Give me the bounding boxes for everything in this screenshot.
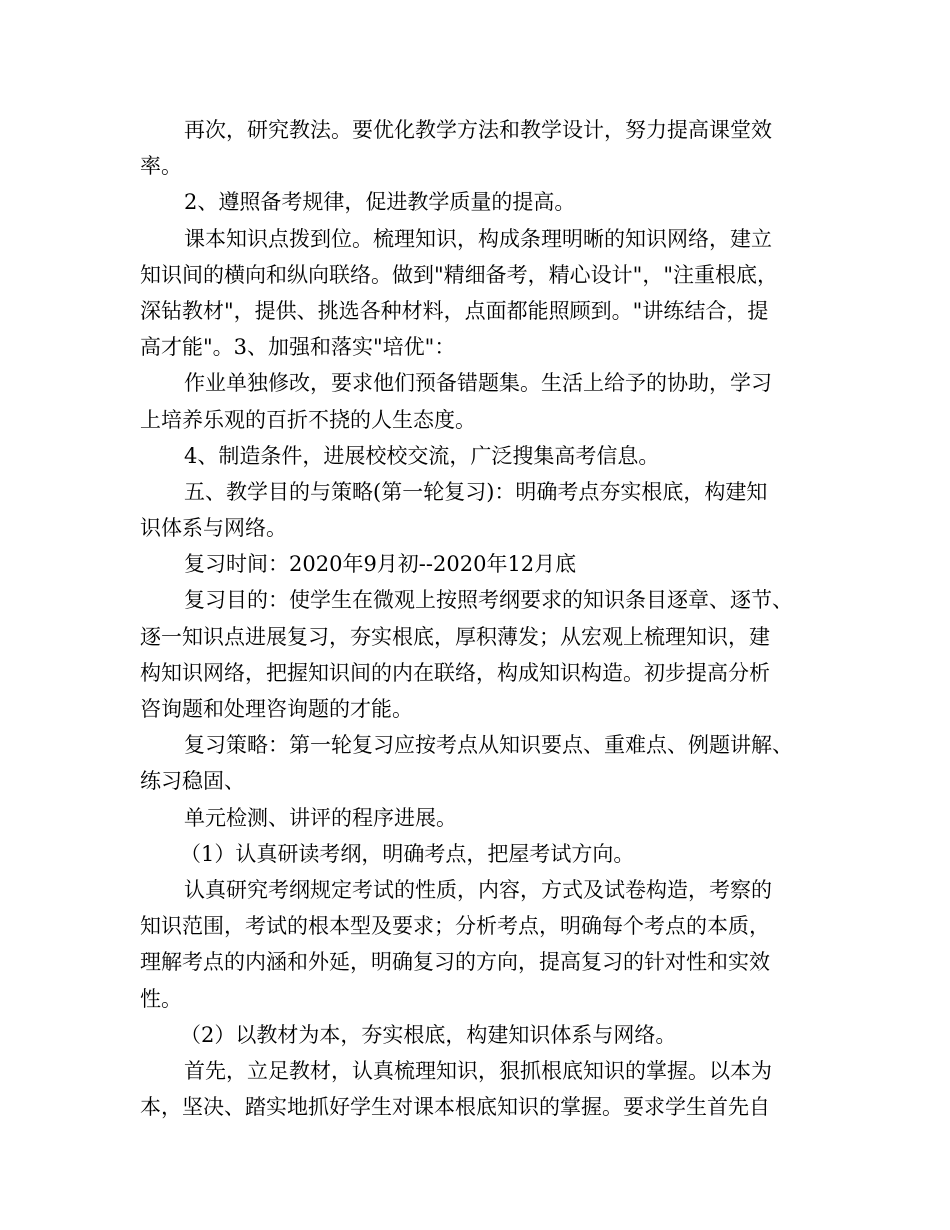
text-line: 逐一知识点进展复习，夯实根底，厚积薄发；从宏观上梳理知识，建: [140, 624, 770, 649]
text-line: 率。: [140, 154, 182, 179]
text-line: 练习稳固、: [140, 769, 245, 794]
text-line: （1）认真研读考纲，明确考点，把屋考试方向。: [180, 841, 635, 866]
text-line: 构知识网络，把握知识间的内在联络，构成知识构造。初步提高分析: [140, 660, 770, 685]
text-line: 作业单独修改，要求他们预备错题集。生活上给予的协助，学习: [184, 371, 772, 396]
text-line: 复习策略：第一轮复习应按考点从知识要点、重难点、例题讲解、: [184, 733, 793, 758]
text-line: 知识间的横向和纵向联络。做到"精细备考，精心设计"，"注重根底，: [140, 262, 778, 287]
text-line: 本，坚决、踏实地抓好学生对课本根底知识的掌握。要求学生首先自: [140, 1095, 770, 1120]
text-line: 五、教学目的与策略(第一轮复习)：明确考点夯实根底，构建知: [184, 479, 768, 504]
text-line: 理解考点的内涵和外延，明确复习的方向，提高复习的针对性和实效: [140, 950, 770, 975]
text-line: 复习目的：使学生在微观上按照考纲要求的知识条目逐章、逐节、: [184, 588, 793, 613]
text-line: 上培养乐观的百折不挠的人生态度。: [140, 407, 476, 432]
text-line: 性。: [140, 986, 182, 1011]
text-line: 咨询题和处理咨询题的才能。: [140, 697, 413, 721]
text-line: 再次，研究教法。要优化教学方法和教学设计，努力提高课堂效: [184, 118, 772, 142]
text-line: 知识范围，考试的根本型及要求；分析考点，明确每个考点的本质，: [140, 914, 770, 939]
text-line: 认真研究考纲规定考试的性质，内容，方式及试卷构造，考察的: [184, 877, 772, 902]
text-line: 识体系与网络。: [140, 516, 287, 541]
text-line: 高才能"。3、加强和落实"培优"：: [140, 335, 456, 360]
text-line: 单元检测、讲评的程序进展。: [184, 805, 457, 830]
text-line: 2、遵照备考规律，促进教学质量的提高。: [184, 190, 576, 215]
document-body: [140, 112, 810, 1125]
text-line: 首先，立足教材，认真梳理知识，狠抓根底知识的掌握。以本为: [184, 1058, 772, 1083]
text-line: 深钻教材"，提供、挑选各种材料，点面都能照顾到。"讲练结合，提: [140, 298, 769, 323]
text-line: （2）以教材为本，夯实根底，构建知识体系与网络。: [180, 1022, 677, 1047]
text-line: 4、制造条件，进展校校交流，广泛搜集高考信息。: [184, 443, 660, 468]
text-line: 课本知识点拨到位。梳理知识，构成条理明晰的知识网络，建立: [184, 226, 772, 251]
text-line: 复习时间：2020年9月初--2020年12月底: [184, 552, 577, 577]
